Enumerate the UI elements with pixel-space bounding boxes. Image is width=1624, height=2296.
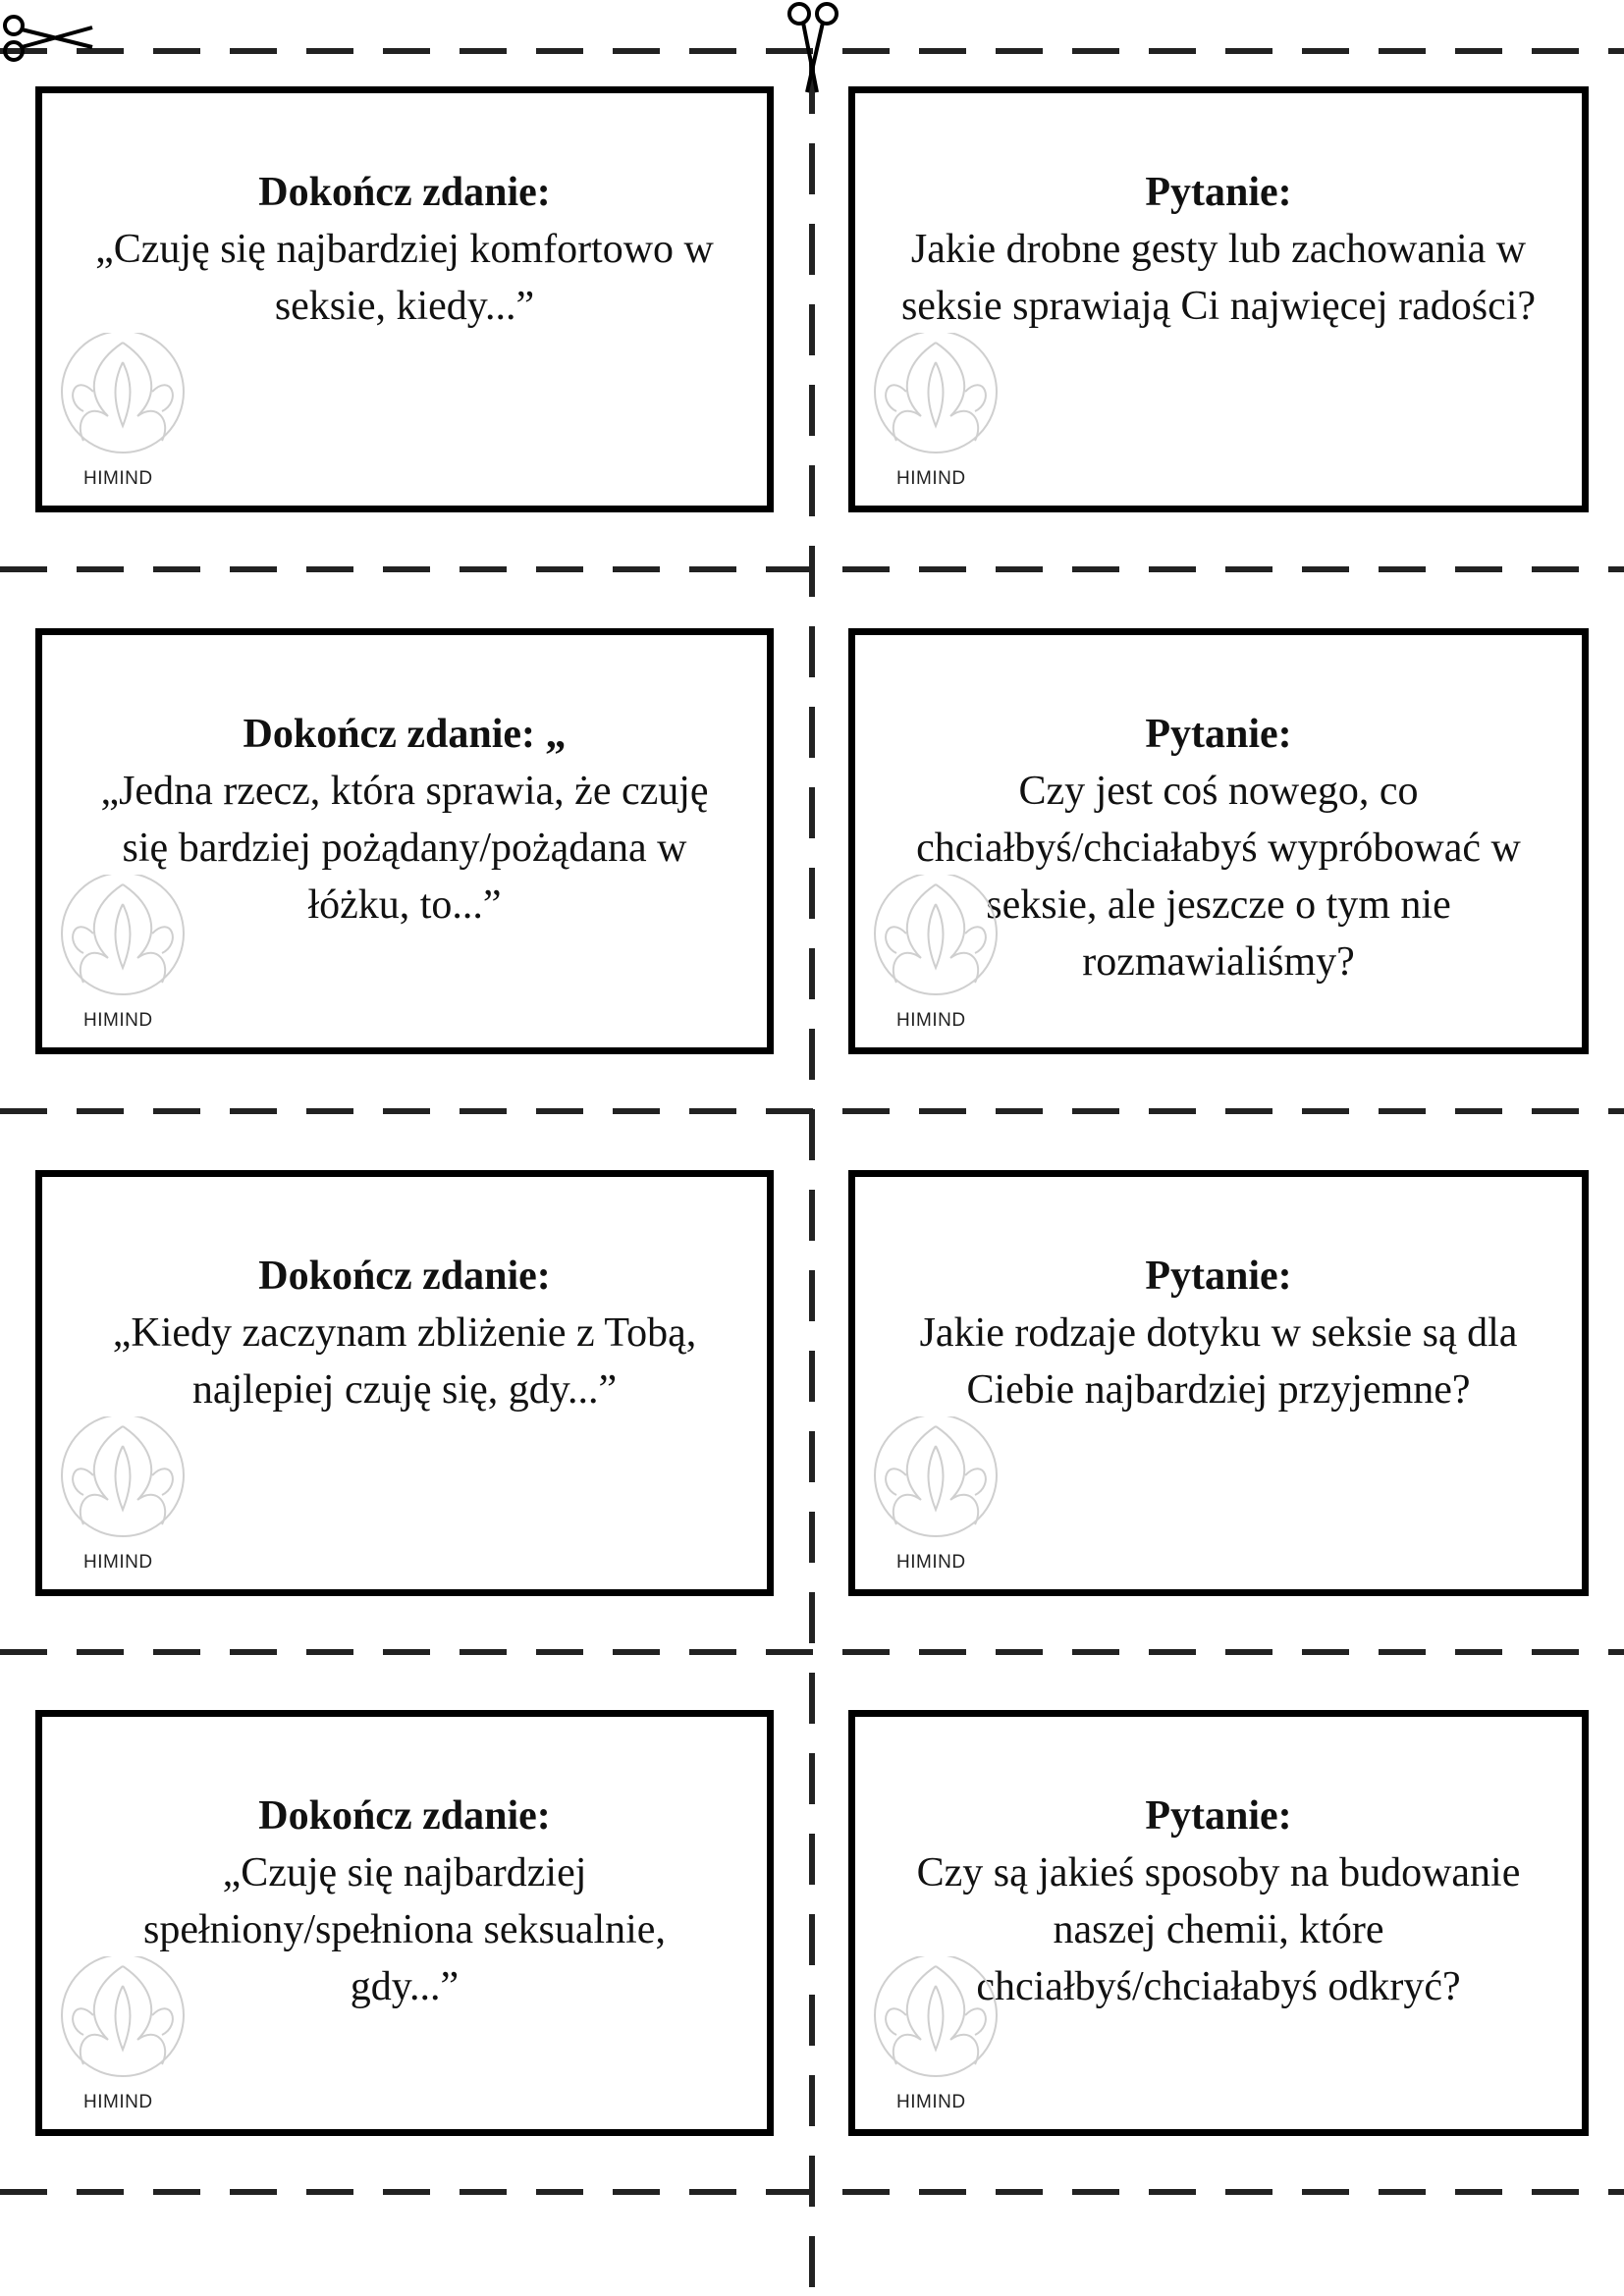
card-1 xyxy=(35,86,774,512)
card-body: Jakie rodzaje dotyku w seksie są dla Ciebie najbardziej przyjemne? xyxy=(919,1310,1518,1413)
leaf-emblem-icon xyxy=(54,875,201,1002)
leaf-emblem-icon xyxy=(867,1956,1014,2084)
card-8 xyxy=(848,1710,1589,2136)
card-body: Jakie drobne gesty lub zachowania w seksie sprawiają Ci najwięcej radości? xyxy=(900,227,1537,329)
scissors-icon xyxy=(0,8,98,67)
leaf-emblem-icon xyxy=(867,1416,1014,1544)
leaf-emblem-icon xyxy=(54,1956,201,2084)
leaf-emblem-icon xyxy=(54,1416,201,1544)
card-body: „Czuję się najbardziej komfortowo w seksie, kiedy...” xyxy=(95,227,714,329)
card-title: Pytanie: xyxy=(1145,1793,1292,1839)
leaf-emblem-icon xyxy=(867,875,1014,1002)
card-body: „Jedna rzecz, która sprawia, że czuję się bardziej pożądany/pożądana w łóżku, to...” xyxy=(100,769,709,928)
card-body: „Kiedy zaczynam zbliżenie z Tobą, najlepiej czuję się, gdy...” xyxy=(112,1310,697,1413)
card-title: Dokończ zdanie: xyxy=(258,1254,551,1299)
card-title: Pytanie: xyxy=(1145,1254,1292,1299)
card-body: Czy jest coś nowego, co chciałbyś/chciałabyś wypróbować w seksie, ale jeszcze o tym nie rozmawialiśmy? xyxy=(916,769,1521,985)
himind-logo: HIMIND xyxy=(54,333,201,490)
himind-logo: HIMIND xyxy=(867,875,1014,1032)
card-6 xyxy=(848,1170,1589,1596)
himind-logo: HIMIND xyxy=(54,1956,201,2113)
card-body: „Czuję się najbardziej spełniony/spełniona seksualnie, gdy...” xyxy=(143,1850,666,2009)
himind-logo: HIMIND xyxy=(867,333,1014,490)
card-title: Dokończ zdanie: „ xyxy=(243,712,567,757)
card-title: Dokończ zdanie: xyxy=(258,170,551,215)
leaf-emblem-icon xyxy=(867,333,1014,460)
leaf-emblem-icon xyxy=(54,333,201,460)
card-body: Czy są jakieś sposoby na budowanie naszej chemii, które chciałbyś/chciałabyś odkryć? xyxy=(916,1850,1521,2009)
scissors-icon xyxy=(784,0,842,98)
himind-logo: HIMIND xyxy=(867,1956,1014,2113)
card-title: Pytanie: xyxy=(1145,712,1292,757)
himind-logo: HIMIND xyxy=(54,1416,201,1574)
card-title: Pytanie: xyxy=(1145,170,1292,215)
card-3 xyxy=(35,628,774,1054)
himind-logo: HIMIND xyxy=(54,875,201,1032)
card-7 xyxy=(35,1710,774,2136)
card-title: Dokończ zdanie: xyxy=(258,1793,551,1839)
card-2 xyxy=(848,86,1589,512)
himind-logo: HIMIND xyxy=(867,1416,1014,1574)
card-5 xyxy=(35,1170,774,1596)
card-4 xyxy=(848,628,1589,1054)
